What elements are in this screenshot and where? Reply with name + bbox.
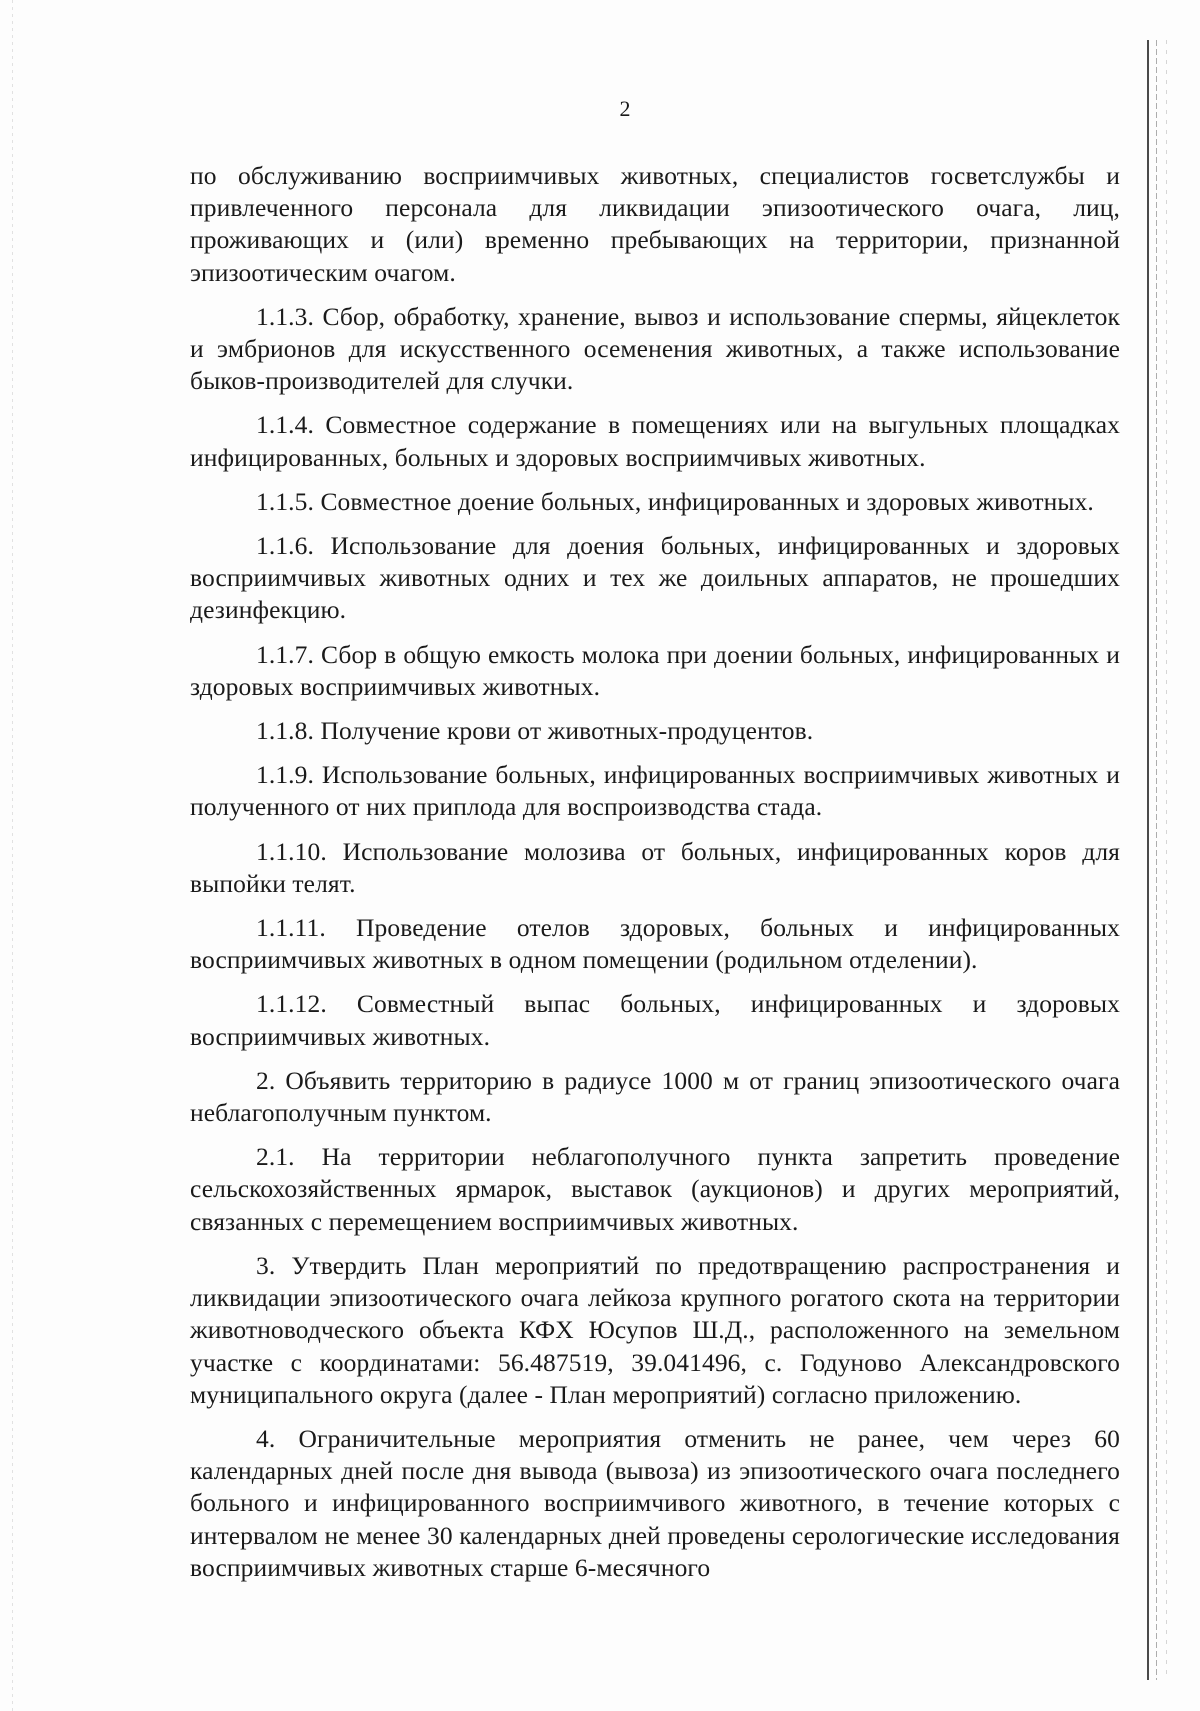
paragraph-continuation: по обслуживанию восприимчивых животных, специалистов госветслужбы и привлеченного персонала для ликвидации эпизоотического очага, лиц, проживающих и (или) временно пребывающих на территории, признанной эпизоотическим очагом. xyxy=(190,161,1120,287)
paragraph-4: 4. Ограничительные мероприятия отменить не ранее, чем через 60 календарных дней после дня вывода (вывоза) из эпизоотического очага последнего больного и инфицированного восприимчивого животного, в течение которых с интервалом не менее 30 календарных дней проведены серологические исследования восприимчивых животных старше 6-месячного xyxy=(190,1423,1120,1582)
scan-edge-right-faint xyxy=(1166,40,1167,1680)
scan-edge-right-dashed xyxy=(1156,40,1157,1680)
paragraph-1-1-11: 1.1.11. Проведение отелов здоровых, больных и инфицированных восприимчивых животных в одном помещении (родильном отделении). xyxy=(190,913,1120,975)
paragraph-1-1-5: 1.1.5. Совместное доение больных, инфицированных и здоровых животных. xyxy=(256,486,1094,516)
paragraph-3: 3. Утвердить План мероприятий по предотвращению распространения и ликвидации эпизоотического очага лейкоза крупного рогатого скота на территории животноводческого объекта КФХ Юсупов Ш.Д., расположенного на земельном участке с координатами: 56.487519, 39.041496, с. Годуново Александровского муниципального округа (далее - План мероприятий) согласно приложению. xyxy=(190,1250,1120,1409)
paragraph-1-1-10: 1.1.10. Использование молозива от больных, инфицированных коров для выпойки телят. xyxy=(190,836,1120,898)
paragraph-2-1: 2.1. На территории неблагополучного пункта запретить проведение сельскохозяйственных ярмарок, выставок (аукционов) и других мероприятий, связанных с перемещением восприимчивых животных. xyxy=(190,1142,1120,1236)
paragraph-1-1-3: 1.1.3. Сбор, обработку, хранение, вывоз и использование спермы, яйцеклеток и эмбрионов для искусственного осеменения животных, а также использование быков-производителей для случки. xyxy=(190,301,1120,396)
scan-edge-left xyxy=(12,0,13,1711)
paragraph-1-1-12: 1.1.12. Совместный выпас больных, инфицированных и здоровых восприимчивых животных. xyxy=(190,989,1120,1051)
page-number: 2 xyxy=(619,96,631,121)
paragraph-1-1-8: 1.1.8. Получение крови от животных-продуцентов. xyxy=(256,716,814,746)
paragraph-1-1-9: 1.1.9. Использование больных, инфицированных восприимчивых животных и полученного от них приплода для воспроизводства стада. xyxy=(190,760,1120,822)
paragraph-1-1-4: 1.1.4. Совместное содержание в помещениях или на выгульных площадках инфицированных, больных и здоровых восприимчивых животных. xyxy=(190,410,1120,472)
paragraph-1-1-7: 1.1.7. Сбор в общую емкость молока при доении больных, инфицированных и здоровых восприимчивых животных. xyxy=(190,639,1120,701)
paragraph-2: 2. Объявить территорию в радиусе 1000 м от границ эпизоотического очага неблагополучным пунктом. xyxy=(190,1065,1120,1128)
document-body xyxy=(190,160,1120,1584)
paragraph-1-1-6: 1.1.6. Использование для доения больных, инфицированных и здоровых восприимчивых животных одних и тех же доильных аппаратов, не прошедших дезинфекцию. xyxy=(190,531,1120,625)
scan-edge-right xyxy=(1147,40,1149,1680)
